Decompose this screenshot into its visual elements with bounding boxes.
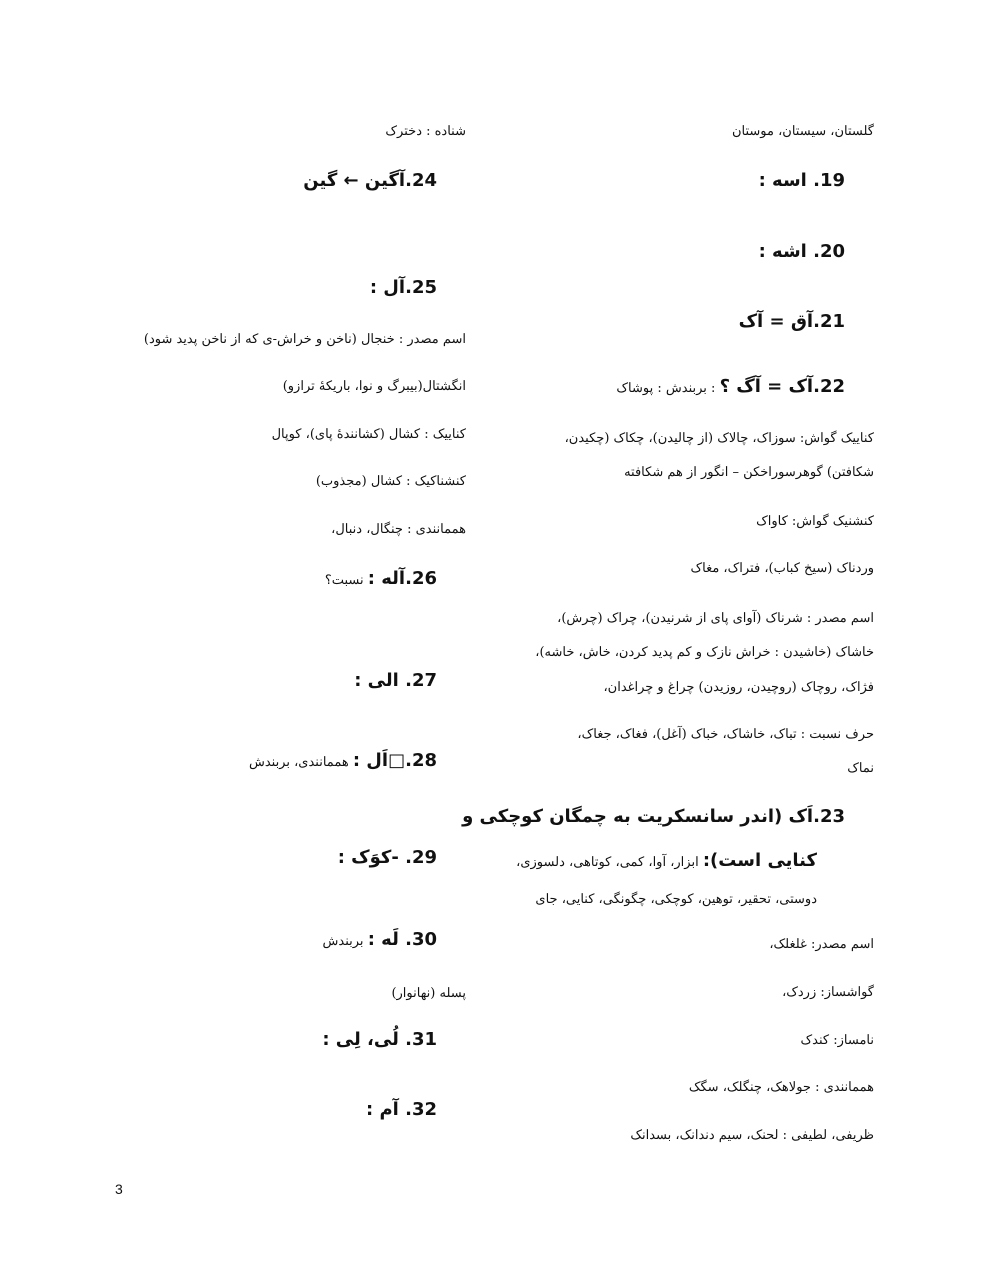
heading-23-title: کنایی است):: [702, 850, 817, 871]
page-number: 3: [115, 1181, 123, 1197]
heading-28: [249, 750, 437, 772]
heading-27: 27. الی :: [354, 670, 437, 691]
intro-line: شناده : دخترک: [385, 124, 466, 139]
paragraph-line: ظریفی، لطیفی : لحنک، سیم دندانک، بسدانک: [630, 1128, 874, 1143]
heading-28-title: 28.□اَل :: [352, 750, 437, 771]
heading-22-title: 22.آک = آگ ؟: [719, 376, 845, 397]
paragraph-line: دوستی، تحقیر، توهین، کوچکی، چگونگی، کنایی، جای: [535, 892, 817, 907]
heading-30-title: 30. لَه :: [367, 929, 437, 950]
heading-23-text: ابزار، آوا، کمی، کوتاهی، دلسوزی،: [516, 855, 703, 870]
heading-30-text: بربندش: [322, 934, 368, 949]
paragraph-line: کنشناکیک : کشال (مجذوب): [315, 474, 466, 489]
paragraph-line: اسم مصدر : خنجال (ناخن و خراش-ی که از ناخن پدید شود): [143, 332, 466, 347]
paragraph-line: هممانندی : چنگال، دنبال،: [331, 522, 466, 537]
heading-21: 21.آق = آک: [738, 311, 845, 332]
heading-26-text: نسبت؟: [324, 573, 368, 588]
heading-25: 25.آل :: [369, 277, 437, 298]
heading-32: 32. آم :: [366, 1099, 437, 1120]
paragraph-line: حرف نسبت : تباک، خاشاک، خباک (آغل)، فغاک، جغاک،: [577, 727, 874, 742]
heading-22-text: : بربندش : پوشاک: [616, 381, 720, 396]
paragraph-line: اسم مصدر: غلغلک،: [769, 937, 874, 952]
heading-20: 20. اشه :: [758, 241, 845, 262]
intro-line: گلستان، سیستان، موستان: [731, 124, 874, 139]
heading-28-text: هممانندی، بربندش: [248, 755, 353, 770]
paragraph-line: کنشنیک گواش: کاواک: [756, 514, 874, 529]
paragraph-line: اسم مصدر : شرناک (آوای پای از شرنیدن)، چراک (چرش)،: [557, 611, 874, 626]
heading-23: 23.اَک (اندر سانسکریت به چمگان کوچکی و: [462, 806, 845, 827]
heading-30: [323, 929, 437, 951]
heading-31: 31. لُی، لِی :: [322, 1029, 437, 1050]
paragraph-line: هممانندی : جولاهک، چنگلک، سگک: [688, 1080, 874, 1095]
paragraph-line: کناییک گواش: سوزاک، چالاک (از چالیدن)، چکاک (چکیدن،: [564, 431, 874, 446]
paragraph-line: گواشساز: زردک،: [782, 985, 874, 1000]
paragraph-line: خاشاک (خاشیدن : خراش نازک و کم پدید کردن، خاش، خاشه)،: [535, 645, 874, 660]
heading-23-continued: [516, 850, 817, 872]
paragraph-line: نامساز: کندک: [800, 1033, 874, 1048]
paragraph-line: پسله (نهانوار): [391, 986, 466, 1001]
paragraph-line: انگشتال(بیبرگ و نوا، باریکهٔ ترازو): [282, 379, 466, 394]
paragraph-line: فژاک، روچاک (روچیدن، روزیدن) چراغ و چراغدان،: [603, 680, 874, 695]
heading-22: [616, 376, 845, 398]
heading-26-title: 26.آله :: [367, 568, 437, 589]
heading-29: 29. -کوَک :: [337, 847, 437, 868]
paragraph-line: شکافتن) گوهرسوراخکن – انگور از هم شکافته: [624, 465, 874, 480]
heading-24: 24.آگین ← گین: [303, 170, 437, 191]
paragraph-line: نماک: [847, 761, 874, 776]
heading-19: 19. اسه :: [758, 170, 845, 191]
paragraph-line: وردناک (سیخ کباب)، فتراک، مغاک: [690, 561, 874, 576]
paragraph-line: کناییک : کشال (کشانندهٔ پای)، کوپال: [271, 427, 466, 442]
heading-26: [325, 568, 437, 590]
